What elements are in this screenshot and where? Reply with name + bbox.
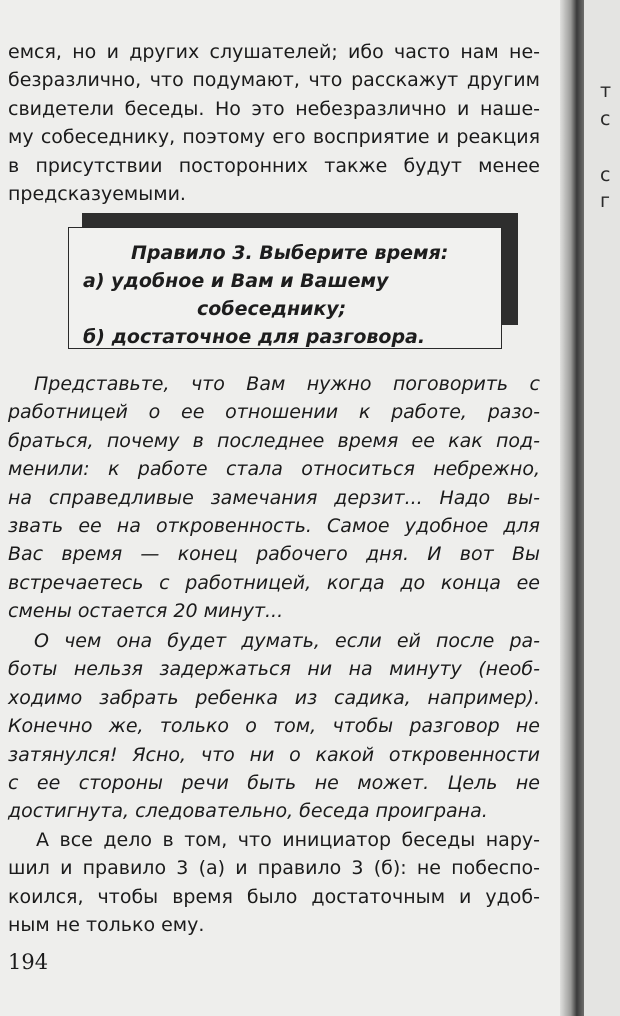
text-line: в присутствии посторонних также будут менее	[8, 154, 540, 177]
text-line: предсказуемыми.	[8, 182, 186, 205]
text-line: му собеседнику, поэтому его восприятие и реакция	[8, 126, 540, 149]
rule-item-a: а) удобное и Вам и Вашему	[83, 270, 389, 292]
rule-item-a-continued: собеседнику;	[197, 298, 347, 320]
text-line: звать ее на откровенность. Самое удобное для	[8, 514, 540, 537]
text-line: А все дело в том, что инициатор беседы нару-	[36, 829, 540, 851]
text-line: работницей о ее отношении к работе, разо-	[8, 401, 540, 424]
text-line: О чем она будет думать, если ей после ра-	[34, 630, 540, 652]
text-line: Представьте, что Вам нужно поговорить с	[34, 373, 540, 395]
text-line: с ее стороны речи быть не может. Цель не	[8, 771, 540, 794]
page-number: 194	[8, 950, 49, 974]
conclusion-paragraph	[8, 826, 540, 940]
adjacent-page-fragment: с	[600, 164, 611, 186]
text-line: браться, почему в последнее время ее как под-	[8, 429, 540, 452]
text-line: коился, чтобы время было достаточным и удоб-	[8, 885, 540, 908]
adjacent-page-edge	[584, 0, 620, 1016]
example-paragraph-2	[8, 627, 540, 826]
text-line: Конечно же, только о том, чтобы разговор не	[8, 715, 540, 738]
text-line: шил и правило 3 (а) и правило 3 (б): не побеспо-	[8, 857, 540, 880]
text-line: встречаетесь с работницей, когда до конца ее	[8, 571, 540, 594]
text-line: смены остается 20 минут...	[8, 600, 284, 623]
text-line: Вас время — конец рабочего дня. И вот Вы	[8, 543, 540, 566]
text-line: на справедливые замечания дерзит... Надо вы-	[8, 486, 540, 509]
rule-title: Правило 3. Выберите время:	[131, 242, 449, 264]
adjacent-page-fragment: т	[600, 80, 612, 102]
text-line: затянулся! Ясно, что ни о какой откровенности	[8, 743, 540, 766]
text-line: боты нельзя задержаться ни на минуту (необ-	[8, 658, 540, 681]
text-line: менили: к работе стала относиться небрежно,	[8, 458, 540, 481]
text-line: безразлично, что подумают, что расскажут другим	[8, 69, 540, 92]
text-line: ным не только ему.	[8, 914, 205, 937]
text-line: емся, но и других слушателей; ибо часто нам не-	[8, 41, 540, 63]
adjacent-page-fragment: с	[600, 108, 611, 130]
example-paragraph-1	[8, 370, 540, 626]
text-line: достигнута, следовательно, беседа проиграна.	[8, 800, 488, 823]
rule-callout-box	[68, 227, 502, 349]
adjacent-page-fragment: г	[600, 190, 610, 212]
intro-paragraph	[8, 38, 540, 208]
text-line: свидетели беседы. Но это небезразлично и наше-	[8, 97, 540, 120]
book-spine	[560, 0, 584, 1016]
rule-item-b: б) достаточное для разговора.	[83, 326, 426, 348]
text-line: ходимо забрать ребенка из садика, например).	[8, 686, 540, 709]
rule-callout	[68, 213, 518, 351]
